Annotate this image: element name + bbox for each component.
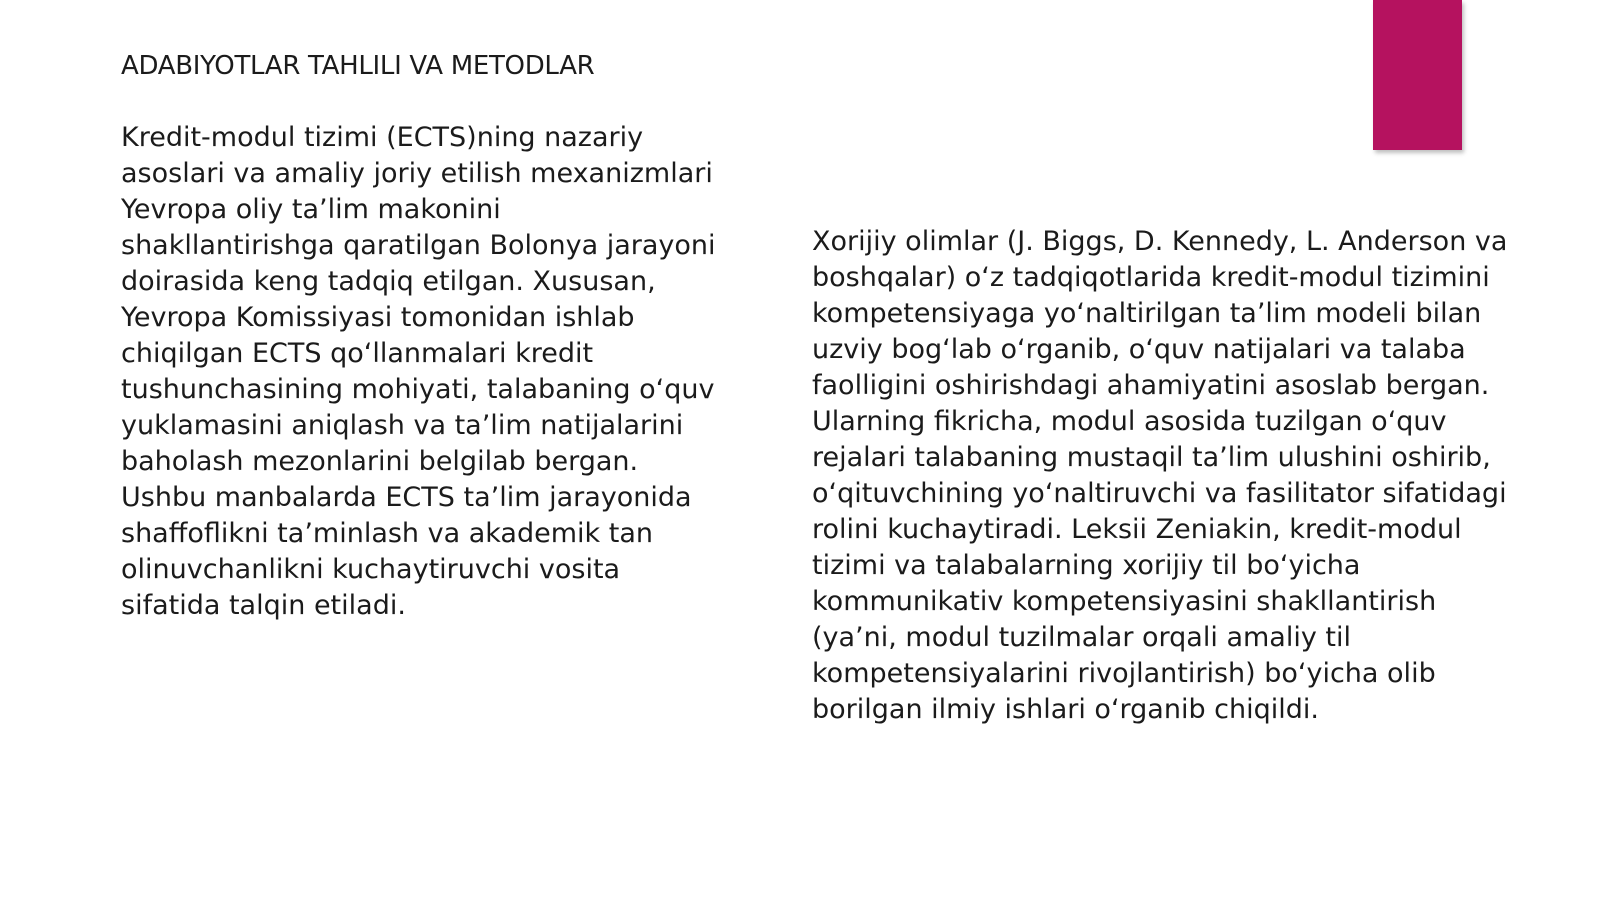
left-paragraph-line: tushunchasining mohiyati, talabaning o‘quv (121, 374, 715, 405)
right-paragraph-line: borilgan ilmiy ishlari o‘rganib chiqildi. (812, 694, 1319, 725)
right-paragraph-line: faolligini oshirishdagi ahamiyatini asoslab bergan. (812, 370, 1490, 401)
right-paragraph-line: tizimi va talabalarning xorijiy til bo‘yicha (812, 550, 1361, 581)
left-paragraph-line: sifatida talqin etiladi. (121, 590, 406, 621)
right-paragraph-line: o‘qituvchining yo‘naltiruvchi va fasilitator sifatidagi (812, 478, 1507, 509)
left-paragraph-line: asoslari va amaliy joriy etilish mexanizmlari (121, 158, 713, 189)
right-paragraph-line: kompetensiyalarini rivojlantirish) bo‘yicha olib (812, 658, 1436, 689)
left-paragraph-line: shaffoflikni ta’minlash va akademik tan (121, 518, 653, 549)
left-paragraph-line: Kredit-modul tizimi (ECTS)ning nazariy (121, 122, 644, 153)
left-paragraph-line: Ushbu manbalarda ECTS ta’lim jarayonida (121, 482, 692, 513)
left-paragraph-line: shakllantirishga qaratilgan Bolonya jarayoni (121, 230, 716, 261)
right-paragraph-line: uzviy bog‘lab o‘rganib, o‘quv natijalari va talaba (812, 334, 1466, 365)
left-paragraph-line: Yevropa Komissiyasi tomonidan ishlab (121, 302, 635, 333)
right-paragraph-line: rejalari talabaning mustaqil ta’lim ulushini oshirib, (812, 442, 1491, 473)
left-paragraph-line: doirasida keng tadqiq etilgan. Xususan, (121, 266, 656, 297)
left-paragraph-line: olinuvchanlikni kuchaytiruvchi vosita (121, 554, 621, 585)
left-paragraph-line: chiqilgan ECTS qo‘llanmalari kredit (121, 338, 594, 369)
left-paragraph-line: yuklamasini aniqlash va ta’lim natijalarini (121, 410, 684, 441)
left-paragraph-line: baholash mezonlarini belgilab bergan. (121, 446, 639, 477)
right-paragraph-line: boshqalar) o‘z tadqiqotlarida kredit-modul tizimini (812, 262, 1490, 293)
left-paragraph-line: Yevropa oliy ta’lim makonini (121, 194, 501, 225)
right-paragraph-line: Xorijiy olimlar (J. Biggs, D. Kennedy, L. Anderson va (812, 226, 1508, 257)
right-paragraph-line: kompetensiyaga yo‘naltirilgan ta’lim modeli bilan (812, 298, 1482, 329)
accent-bar (1373, 0, 1462, 150)
right-paragraph-line: rolini kuchaytiradi. Leksii Zeniakin, kredit-modul (812, 514, 1462, 545)
left-paragraph (121, 120, 761, 624)
right-paragraph (812, 224, 1542, 728)
right-paragraph-line: kommunikativ kompetensiyasini shakllantirish (812, 586, 1437, 617)
right-paragraph-line: (ya’ni, modul tuzilmalar orqali amaliy til (812, 622, 1351, 653)
right-paragraph-line: Ularning fikricha, modul asosida tuzilgan o‘quv (812, 406, 1447, 437)
slide-heading: ADABIYOTLAR TAHLILI VA METODLAR (121, 51, 595, 81)
